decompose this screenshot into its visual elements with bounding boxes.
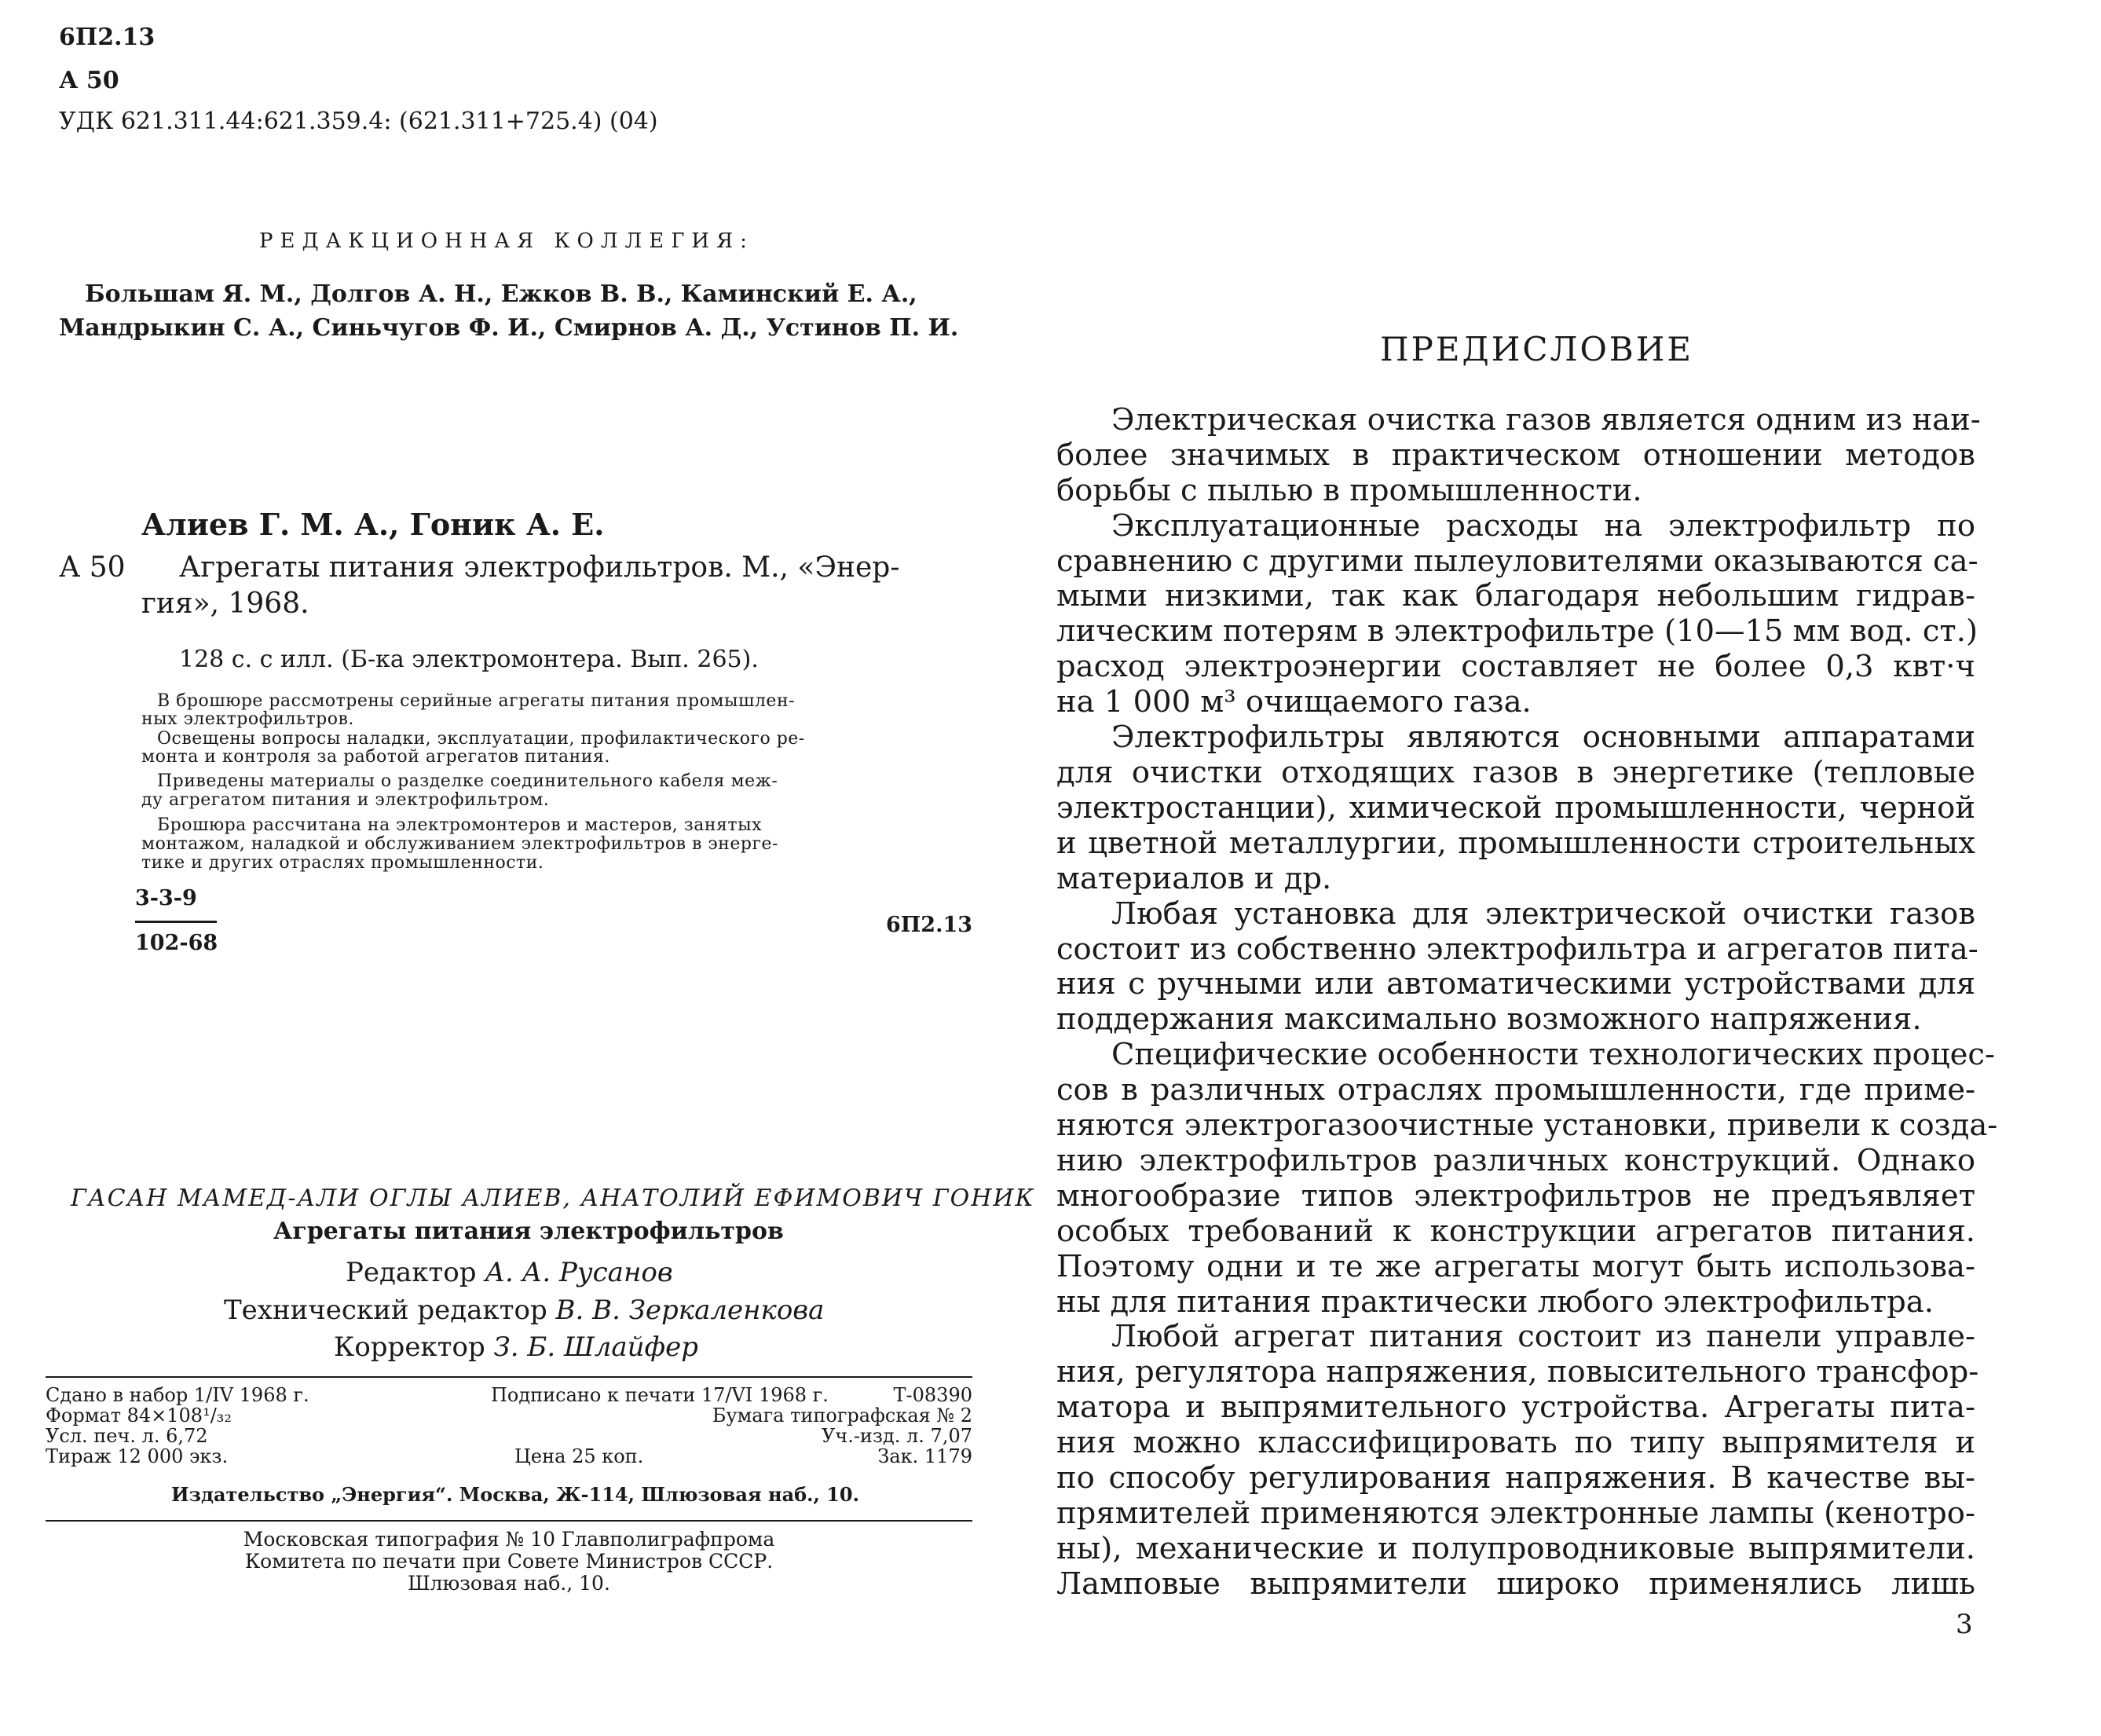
page-number: 3 [1956,1609,1973,1640]
editor-label: Редактор [346,1257,477,1288]
preface-line: лическим потерям в электрофильтре (10—15 мм вод. ст.) [1056,613,1978,649]
paper-type: Бумага типографская № 2 [712,1405,972,1427]
abstract-line: тике и других отраслях промышленности. [141,853,544,873]
preface-line: ны), механические и полупроводниковые выпрямители. [1056,1531,1975,1566]
printer-line3: Шлюзовая наб., 10. [408,1572,610,1595]
editorial-board-members-line2: Мандрыкин С. А., Синьчугов Ф. И., Смирнов А. Д., Устинов П. И. [59,314,959,342]
catalog-authors: Алиев Г. М. А., Гоник А. Е. [141,507,605,542]
preface-line: расход электроэнергии составляет не более 0,3 квт·ч [1056,649,1975,684]
catalog-pages: 128 с. с илл. (Б-ка электромонтера. Вып. 265). [179,646,759,673]
preface-line: Любая установка для электрической очистки газов [1111,896,1975,932]
udk-code: УДК 621.311.44:621.359.4: (621.311+725.4) (04) [59,108,658,135]
preface-heading: ПРЕДИСЛОВИЕ [1380,330,1694,368]
abstract-line: Освещены вопросы наладки, эксплуатации, профилактического ре- [157,729,805,749]
corrector-credit [334,1331,698,1363]
abstract-line: Приведены материалы о разделке соединительного кабеля меж- [157,771,778,791]
signed-date: Подписано к печати 17/VI 1968 г. [491,1384,829,1406]
format: Формат 84×108¹/₃₂ [46,1405,232,1427]
order-number: Зак. 1179 [877,1445,972,1467]
preface-line: сравнению с другими пылеуловителями оказываются са- [1056,544,1978,579]
preface-line: для очистки отходящих газов в энергетике (тепловые [1056,755,1975,790]
preface-line: Специфические особенности технологических процес- [1111,1037,1995,1072]
preface-line: и цветной металлургии, промышленности строительных [1056,826,1975,861]
price: Цена 25 коп. [514,1445,644,1467]
preface-line: поддержания максимально возможного напряжения. [1056,1002,1922,1037]
preface-line: прямителей применяются электронные лампы (кенотро- [1056,1496,1975,1531]
fraction-bar [135,921,217,923]
preface-line: Электрофильтры являются основными аппаратами [1111,720,1975,755]
divider [46,1520,972,1522]
tech-editor-label: Технический редактор [224,1295,547,1326]
submitted-date: Сдано в набор 1/IV 1968 г. [46,1384,309,1406]
preface-line: ны для питания практически любого электрофильтра. [1056,1284,1934,1320]
abstract-line: В брошюре рассмотрены серийные агрегаты питания промышлен- [157,691,796,711]
preface-line: многообразие типов электрофильтров не предъявляет [1056,1178,1975,1214]
print-sheets: Усл. печ. л. 6,72 [46,1425,208,1447]
catalog-title-line1: Агрегаты питания электрофильтров. М., «Энер- [179,551,900,584]
preface-line: матора и выпрямительного устройства. Агрегаты пита- [1056,1390,1975,1425]
printer-line2: Комитета по печати при Совете Министров СССР. [244,1550,774,1573]
abstract-line: монтажом, наладкой и обслуживанием электрофильтров в энерге- [141,834,778,854]
divider [46,1376,972,1378]
abstract-line: ных электрофильтров. [141,709,354,729]
preface-line: электростанции), химической промышленности, черной [1056,790,1975,826]
editorial-board-members-line1: Большам Я. М., Долгов А. Н., Ежков В. В., Каминский Е. А., [85,280,917,308]
editorial-board-title: РЕДАКЦИОННАЯ КОЛЛЕГИЯ: [259,229,754,253]
preface-line: на 1 000 м³ очищаемого газа. [1056,684,1532,720]
preface-line: нию электрофильтров различных конструкций. Однако [1056,1143,1975,1178]
preface-line: материалов и др. [1056,861,1332,896]
circulation: Тираж 12 000 экз. [46,1445,229,1467]
imprint-book-title: Агрегаты питания электрофильтров [273,1218,784,1245]
corrector-name: З. Б. Шлайфер [493,1331,699,1363]
imprint-authors: ГАСАН МАМЕД-АЛИ ОГЛЫ АЛИЕВ, АНАТОЛИЙ ЕФИМОВИЧ ГОНИК [71,1185,1035,1212]
fraction-numerator: 3-3-9 [135,886,197,910]
preface-line: Любой агрегат питания состоит из панели управле- [1111,1319,1975,1354]
catalog-mark: А 50 [59,551,126,584]
editor-name: А. А. Русанов [485,1257,673,1288]
preface-line: Электрическая очистка газов является одним из наи- [1111,402,1981,438]
preface-line: сов в различных отраслях промышленности, где приме- [1056,1072,1975,1108]
preface-line: Ламповые выпрямители широко применялись лишь [1056,1566,1975,1602]
abstract-line: Брошюра рассчитана на электромонтеров и мастеров, занятых [157,815,763,835]
tech-editor-credit [224,1295,824,1326]
preface-line: ния с ручными или автоматическими устройствами для [1056,966,1975,1002]
preface-line: особых требований к конструкции агрегатов питания. [1056,1214,1975,1249]
abstract-line: ду агрегатом питания и электрофильтром. [141,790,550,810]
printer-line1: Московская типография № 10 Главполиграфпрома [243,1528,775,1551]
preface-line: Эксплуатационные расходы на электрофильтр по [1111,508,1975,544]
classification-code: 6П2.13 [59,24,156,51]
catalog-classification: 6П2.13 [886,913,973,937]
preface-line: ния, регулятора напряжения, повысительного трансфор- [1056,1354,1979,1390]
fraction-denominator: 102-68 [135,931,218,955]
editor-credit [346,1257,673,1288]
preface-line: состоит из собственно электрофильтра и агрегатов пита- [1056,932,1978,967]
catalog-title-line2: гия», 1968. [141,588,309,620]
preface-line: Поэтому одни и те же агрегаты могут быть использова- [1056,1249,1975,1284]
preface-line: борьбы с пылью в промышленности. [1056,473,1642,508]
abstract-line: монта и контроля за работой агрегатов питания. [141,747,610,767]
publisher-address: Издательство „Энергия“. Москва, Ж-114, Шлюзовая наб., 10. [171,1483,859,1506]
preface-line: няются электрогазоочистные установки, привели к созда- [1056,1108,1998,1143]
author-mark: А 50 [59,67,119,94]
tech-editor-name: В. В. Зеркаленкова [555,1295,825,1326]
corrector-label: Корректор [334,1331,485,1363]
preface-line: по способу регулирования напряжения. В качестве вы- [1056,1460,1975,1496]
preface-line: более значимых в практическом отношении методов [1056,438,1975,473]
publishing-sheets: Уч.-изд. л. 7,07 [821,1425,972,1447]
order-code: Т-08390 [893,1384,972,1406]
preface-line: мыми низкими, так как благодаря небольшим гидрав- [1056,578,1975,613]
preface-line: ния можно классифицировать по типу выпрямителя и [1056,1425,1975,1460]
